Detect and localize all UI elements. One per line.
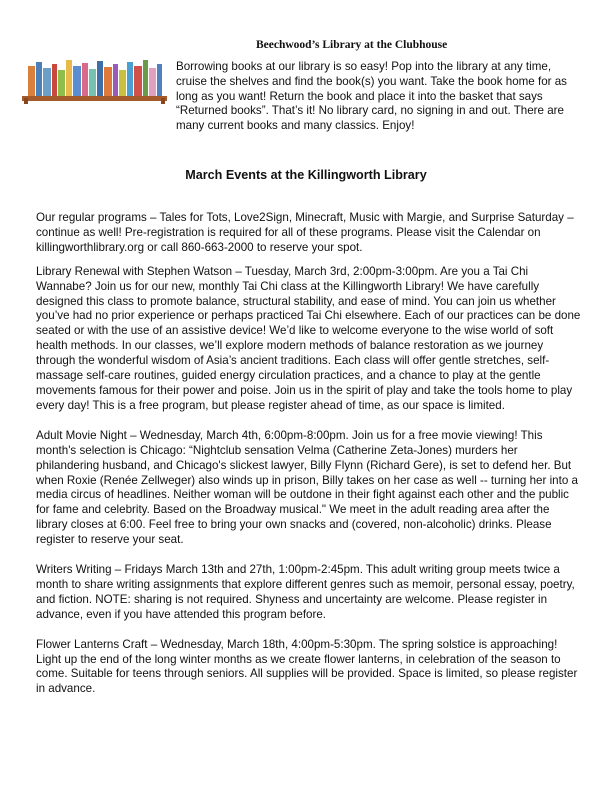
intro-paragraph: Borrowing books at our library is so easy! Pop into the library at any time, cruise the shelves and find the book(s) you want. Take the book home for as long as you want! Return the book and place it into the basket that says “Returned books”. That’s it! No library card, no signing in and out. There are many current books and many classics. Enjoy! [176,60,567,133]
event-paragraph-movie-night: Adult Movie Night – Wednesday, March 4th, 6:00pm-8:00pm. Join us for a free movie viewing! This month's selection is Chicago: “Nightclub sensation Velma (Catherine Zeta-Jones) murders her philandering husband, and Chicago's slickest lawyer, Billy Flynn (Richard Gere), is set to defend her. But when Roxie (Renée Zellweger) also winds up in prison, Billy takes on her case as well -- turning her into a media circus of headlines. Neither woman will be outdone in their fight against each other and the public for fame and celebrity. Based on the Broadway musical." We meet in the adult reading area after the library closes at 6:00. Feel free to bring your own snacks and (covered, non-alcoholic) drinks. Please register to reserve your seat. [36,428,578,547]
event-paragraph-tai-chi: Library Renewal with Stephen Watson – Tuesday, March 3rd, 2:00pm-3:00pm. Are you a Tai Chi Wannabe? Join us for our new, monthly Tai Chi class at the Killingworth Library! We have carefully designed this class to promote balance, structural stability, and ease of mind. You can join us whether you’ve had no prior experience or perhaps practiced Tai Chi elsewhere. Each of our practices can be done seated or with the use of an assistive device! We’d like to welcome everyone to the wise world of soft health methods. In our classes, we’ll explore modern methods of balance restoration as we journey through the wonderful wisdom of Asia’s ancient traditions. Each class will offer gentle stretches, self-massage self-care routines, guided energy circulation practices, and a chance to play at the gentle movements famous for their power and poise. Join us in the spirit of play and take the tools home to play every day! This is a free program, but please register ahead of time, as our space is limited. [36,264,581,412]
events-title: March Events at the Killingworth Library [185,168,427,182]
event-paragraph-writers-writing: Writers Writing – Fridays March 13th and 27th, 1:00pm-2:45pm. This adult writing group meets twice a month to share writing assignments that explore different genres such as memoir, personal essay, poetry, and fiction. NOTE: sharing is not required. Shyness and uncertainty are welcome. Please register in advance, even if you have attended this program before. [36,563,575,621]
clubhouse-library-title: Beechwood’s Library at the Clubhouse [256,39,448,51]
event-paragraph-regular-programs: Our regular programs – Tales for Tots, Love2Sign, Minecraft, Music with Margie, and Surprise Saturday – continue as well! Pre-registration is required for all of these programs. Please visit the Calendar on killingworthlibrary.org or call 860-663-2000 to reserve your spot. [36,211,574,254]
event-paragraph-flower-lanterns: Flower Lanterns Craft – Wednesday, March 18th, 4:00pm-5:30pm. The spring solstice is approaching! Light up the end of the long winter months as we create flower lanterns, in celebration of the season to come. Suitable for teens through seniors. All supplies will be provided. Space is limited, so please register in advance. [36,637,578,696]
events-list [36,211,584,697]
intro-block [36,60,576,134]
